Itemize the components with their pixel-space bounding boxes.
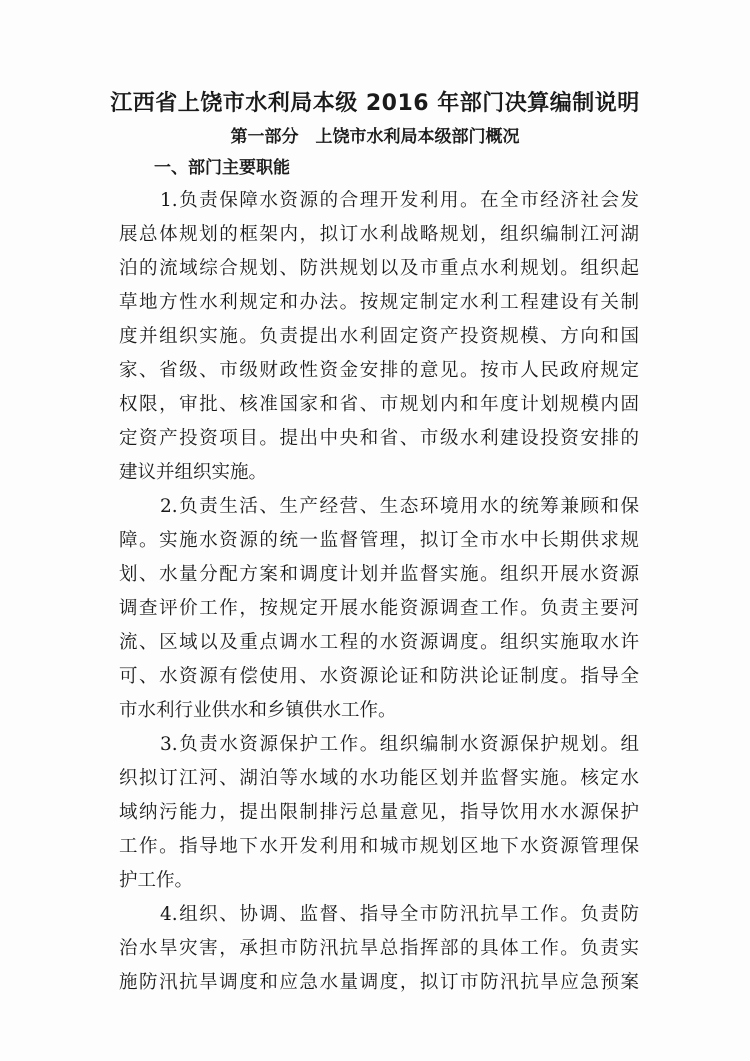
body-line: 权限，审批、核准国家和省、市规划内和年度计划规模内固 [119,394,639,415]
body-line: 4.组织、协调、监督、指导全市防汛抗旱工作。负责防 [160,904,639,925]
section-heading: 一、部门主要职能 [154,158,290,178]
body-line: 市水利行业供水和乡镇供水工作。 [119,700,397,721]
body-line: 可、水资源有偿使用、水资源论证和防洪论证制度。指导全 [119,666,639,687]
document-title: 江西省上饶市水利局本级 2016 年部门决算编制说明 [110,91,640,116]
body-line: 建议并组织实施。 [119,462,268,483]
body-line: 障。实施水资源的统一监督管理，拟订全市水中长期供求规 [119,530,639,551]
body-line: 2.负责生活、生产经营、生态环境用水的统筹兼顾和保 [160,496,639,517]
body-line: 流、区域以及重点调水工程的水资源调度。组织实施取水许 [119,632,639,653]
body-line: 护工作。 [119,870,194,891]
body-line: 3.负责水资源保护工作。组织编制水资源保护规划。组 [160,734,639,755]
body-line: 施防汛抗旱调度和应急水量调度，拟订市防汛抗旱应急预案 [119,972,639,993]
body-line: 家、省级、市级财政性资金安排的意见。按市人民政府规定 [119,360,639,381]
body-line: 工作。指导地下水开发利用和城市规划区地下水资源管理保 [119,836,639,857]
body-line: 织拟订江河、湖泊等水域的水功能区划并监督实施。核定水 [119,768,639,789]
body-line: 度并组织实施。负责提出水利固定资产投资规模、方向和国 [119,326,639,347]
body-line: 1.负责保障水资源的合理开发利用。在全市经济社会发 [160,190,639,211]
body-line: 定资产投资项目。提出中央和省、市级水利建设投资安排的 [119,428,639,449]
body-line: 治水旱灾害，承担市防汛抗旱总指挥部的具体工作。负责实 [119,938,639,959]
body-line: 域纳污能力，提出限制排污总量意见，指导饮用水水源保护 [119,802,639,823]
body-line: 草地方性水利规定和办法。按规定制定水利工程建设有关制 [119,292,639,313]
body-line: 调查评价工作，按规定开展水能资源调查工作。负责主要河 [119,598,639,619]
body-line: 泊的流域综合规划、防洪规划以及市重点水利规划。组织起 [119,258,639,279]
part-subtitle: 第一部分 上饶市水利局本级部门概况 [230,127,520,147]
body-line: 划、水量分配方案和调度计划并监督实施。组织开展水资源 [119,564,639,585]
body-line: 展总体规划的框架内，拟订水利战略规划，组织编制江河湖 [119,224,639,245]
